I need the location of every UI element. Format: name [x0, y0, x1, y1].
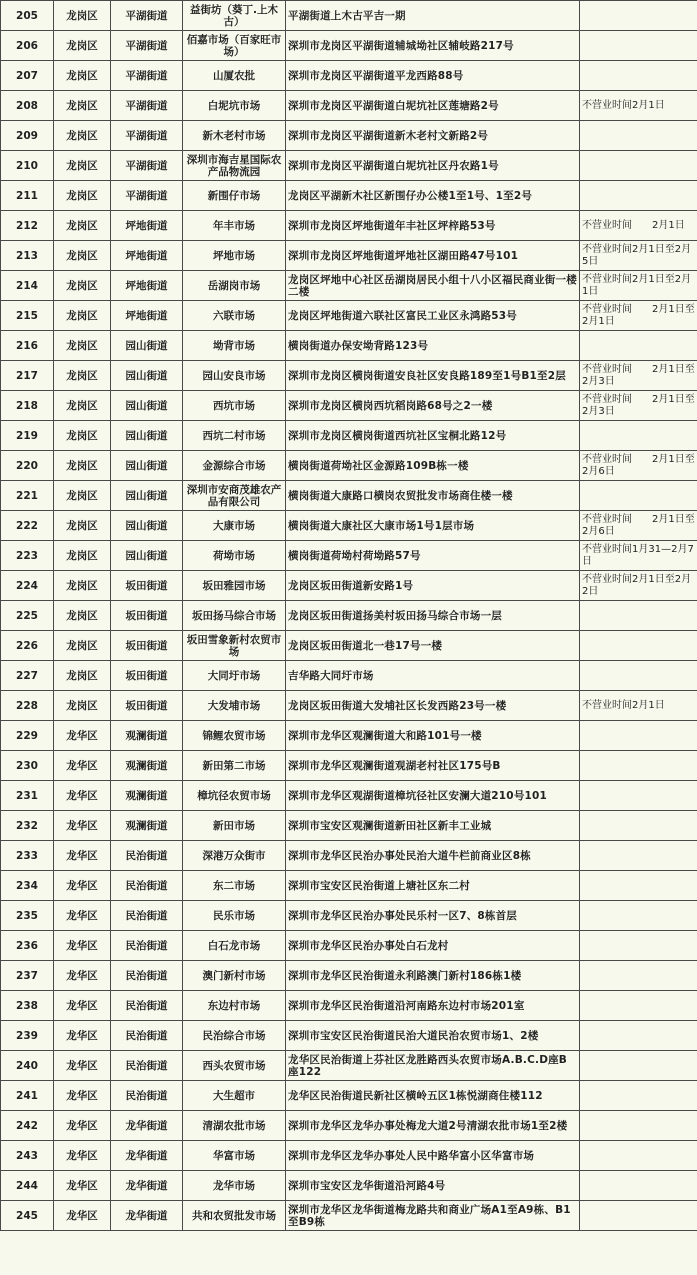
row-number: 238: [1, 991, 54, 1021]
address-cell: 深圳市龙岗区坪地街道坪地社区湖田路47号101: [286, 241, 580, 271]
street-cell: 坂田街道: [111, 601, 183, 631]
address-cell: 横岗街道大康路口横岗农贸批发市场商住楼一楼: [286, 481, 580, 511]
closure-note-cell: [580, 421, 697, 451]
closure-note-cell: 不营业时间 2月1日至2月1日: [580, 301, 697, 331]
market-name-cell: 新木老村市场: [183, 121, 286, 151]
row-number: 232: [1, 811, 54, 841]
market-name-cell: 西坑市场: [183, 391, 286, 421]
table-row: [1, 661, 697, 691]
street-cell: 平湖街道: [111, 1, 183, 31]
district-cell: 龙岗区: [54, 241, 111, 271]
address-cell: 深圳市龙岗区平湖街道平龙西路88号: [286, 61, 580, 91]
table-row: [1, 1111, 697, 1141]
district-cell: 龙岗区: [54, 661, 111, 691]
market-name-cell: 大发埔市场: [183, 691, 286, 721]
district-cell: 龙岗区: [54, 331, 111, 361]
street-cell: 民治街道: [111, 841, 183, 871]
table-row: [1, 211, 697, 241]
market-name-cell: 大同圩市场: [183, 661, 286, 691]
market-name-cell: 大生超市: [183, 1081, 286, 1111]
row-number: 240: [1, 1051, 54, 1081]
row-number: 233: [1, 841, 54, 871]
district-cell: 龙华区: [54, 1141, 111, 1171]
table-row: [1, 61, 697, 91]
market-name-cell: 佰嘉市场（百家旺市场）: [183, 31, 286, 61]
closure-note-cell: [580, 811, 697, 841]
address-cell: 龙岗区坂田街道扬美村坂田扬马综合市场一层: [286, 601, 580, 631]
table-row: [1, 331, 697, 361]
market-name-cell: 坂田雅园市场: [183, 571, 286, 601]
market-name-cell: 清湖农批市场: [183, 1111, 286, 1141]
address-cell: 平湖街道上木古平吉一期: [286, 1, 580, 31]
row-number: 214: [1, 271, 54, 301]
street-cell: 园山街道: [111, 391, 183, 421]
street-cell: 坂田街道: [111, 571, 183, 601]
table-row: [1, 721, 697, 751]
district-cell: 龙岗区: [54, 451, 111, 481]
district-cell: 龙华区: [54, 1081, 111, 1111]
table-row: [1, 601, 697, 631]
market-name-cell: 民乐市场: [183, 901, 286, 931]
closure-note-cell: [580, 331, 697, 361]
address-cell: 深圳市龙岗区平湖街道辅城坳社区辅岐路217号: [286, 31, 580, 61]
row-number: 223: [1, 541, 54, 571]
row-number: 227: [1, 661, 54, 691]
closure-note-cell: [580, 871, 697, 901]
closure-note-cell: [580, 781, 697, 811]
market-name-cell: 园山安良市场: [183, 361, 286, 391]
market-name-cell: 金源综合市场: [183, 451, 286, 481]
closure-note-cell: 不营业时间 2月1日至2月3日: [580, 391, 697, 421]
row-number: 208: [1, 91, 54, 121]
row-number: 215: [1, 301, 54, 331]
closure-note-cell: [580, 961, 697, 991]
address-cell: 龙华区民治街道上芬社区龙胜路西头农贸市场A.B.C.D座B座122: [286, 1051, 580, 1081]
district-cell: 龙岗区: [54, 271, 111, 301]
table-row: [1, 1081, 697, 1111]
street-cell: 观澜街道: [111, 811, 183, 841]
table-row: [1, 361, 697, 391]
closure-note-cell: [580, 901, 697, 931]
address-cell: 龙华区民治街道民新社区横岭五区1栋悦湖商住楼112: [286, 1081, 580, 1111]
street-cell: 龙华街道: [111, 1111, 183, 1141]
street-cell: 园山街道: [111, 421, 183, 451]
address-cell: 深圳市龙华区龙华办事处梅龙大道2号清湖农批市场1至2楼: [286, 1111, 580, 1141]
row-number: 242: [1, 1111, 54, 1141]
closure-note-cell: 不营业时间2月1日至2月2日: [580, 571, 697, 601]
address-cell: 龙岗区坪地街道六联社区富民工业区永鸿路53号: [286, 301, 580, 331]
table-row: [1, 781, 697, 811]
address-cell: 横岗街道荷坳村荷坳路57号: [286, 541, 580, 571]
table-row: [1, 571, 697, 601]
market-name-cell: 西头农贸市场: [183, 1051, 286, 1081]
row-number: 220: [1, 451, 54, 481]
district-cell: 龙华区: [54, 841, 111, 871]
table-row: [1, 181, 697, 211]
row-number: 237: [1, 961, 54, 991]
closure-note-cell: [580, 61, 697, 91]
address-cell: 横岗街道荷坳社区金源路109B栋一楼: [286, 451, 580, 481]
table-row: [1, 451, 697, 481]
address-cell: 深圳市宝安区民治街道上塘社区东二村: [286, 871, 580, 901]
market-name-cell: 澳门新村市场: [183, 961, 286, 991]
row-number: 224: [1, 571, 54, 601]
closure-note-cell: [580, 751, 697, 781]
district-cell: 龙岗区: [54, 571, 111, 601]
closure-note-cell: [580, 1141, 697, 1171]
row-number: 209: [1, 121, 54, 151]
market-table-body: [1, 1, 697, 1231]
district-cell: 龙岗区: [54, 31, 111, 61]
table-row: [1, 811, 697, 841]
row-number: 244: [1, 1171, 54, 1201]
address-cell: 深圳市宝安区龙华街道沿河路4号: [286, 1171, 580, 1201]
closure-note-cell: 不营业时间 2月1日至2月6日: [580, 511, 697, 541]
row-number: 206: [1, 31, 54, 61]
address-cell: 深圳市龙华区龙华街道梅龙路共和商业广场A1至A9栋、B1至B9栋: [286, 1201, 580, 1231]
address-cell: 吉华路大同圩市场: [286, 661, 580, 691]
row-number: 213: [1, 241, 54, 271]
street-cell: 民治街道: [111, 1021, 183, 1051]
table-row: [1, 121, 697, 151]
market-name-cell: 锦鲤农贸市场: [183, 721, 286, 751]
closure-note-cell: [580, 121, 697, 151]
street-cell: 民治街道: [111, 871, 183, 901]
market-name-cell: 年丰市场: [183, 211, 286, 241]
table-row: [1, 901, 697, 931]
table-row: [1, 1171, 697, 1201]
row-number: 236: [1, 931, 54, 961]
address-cell: 深圳市龙华区观湖街道樟坑径社区安澜大道210号101: [286, 781, 580, 811]
district-cell: 龙华区: [54, 751, 111, 781]
row-number: 225: [1, 601, 54, 631]
district-cell: 龙岗区: [54, 91, 111, 121]
market-name-cell: 白坭坑市场: [183, 91, 286, 121]
address-cell: 深圳市龙岗区横岗街道西坑社区宝桐北路12号: [286, 421, 580, 451]
table-row: [1, 91, 697, 121]
district-cell: 龙华区: [54, 1111, 111, 1141]
street-cell: 园山街道: [111, 451, 183, 481]
district-cell: 龙华区: [54, 721, 111, 751]
row-number: 243: [1, 1141, 54, 1171]
market-name-cell: 荷坳市场: [183, 541, 286, 571]
row-number: 230: [1, 751, 54, 781]
table-row: [1, 301, 697, 331]
district-cell: 龙岗区: [54, 301, 111, 331]
district-cell: 龙华区: [54, 1051, 111, 1081]
table-row: [1, 541, 697, 571]
address-cell: 深圳市龙岗区横岗西坑稻岗路68号之2一楼: [286, 391, 580, 421]
district-cell: 龙岗区: [54, 511, 111, 541]
market-name-cell: 共和农贸批发市场: [183, 1201, 286, 1231]
district-cell: 龙华区: [54, 1171, 111, 1201]
closure-note-cell: 不营业时间1月31—2月7日: [580, 541, 697, 571]
street-cell: 坪地街道: [111, 241, 183, 271]
market-name-cell: 民治综合市场: [183, 1021, 286, 1051]
closure-note-cell: 不营业时间2月1日至2月1日: [580, 271, 697, 301]
market-name-cell: 新田市场: [183, 811, 286, 841]
address-cell: 深圳市龙华区观澜街道观湖老村社区175号B: [286, 751, 580, 781]
market-name-cell: 西坑二村市场: [183, 421, 286, 451]
row-number: 219: [1, 421, 54, 451]
closure-note-cell: 不营业时间 2月1日: [580, 211, 697, 241]
market-name-cell: 坂田雪象新村农贸市场: [183, 631, 286, 661]
table-row: [1, 511, 697, 541]
closure-note-cell: [580, 481, 697, 511]
row-number: 212: [1, 211, 54, 241]
row-number: 229: [1, 721, 54, 751]
district-cell: 龙华区: [54, 991, 111, 1021]
table-row: [1, 481, 697, 511]
table-row: [1, 871, 697, 901]
street-cell: 坂田街道: [111, 631, 183, 661]
row-number: 205: [1, 1, 54, 31]
district-cell: 龙岗区: [54, 211, 111, 241]
market-name-cell: 新田第二市场: [183, 751, 286, 781]
address-cell: 深圳市龙华区民治办事处民乐村一区7、8栋首层: [286, 901, 580, 931]
market-name-cell: 樟坑径农贸市场: [183, 781, 286, 811]
district-cell: 龙岗区: [54, 361, 111, 391]
district-cell: 龙华区: [54, 871, 111, 901]
row-number: 226: [1, 631, 54, 661]
street-cell: 园山街道: [111, 481, 183, 511]
market-name-cell: 龙华市场: [183, 1171, 286, 1201]
street-cell: 民治街道: [111, 991, 183, 1021]
market-name-cell: 坳背市场: [183, 331, 286, 361]
table-row: [1, 691, 697, 721]
district-cell: 龙岗区: [54, 1, 111, 31]
market-name-cell: 华富市场: [183, 1141, 286, 1171]
address-cell: 深圳市龙岗区横岗街道安良社区安良路189至1号B1至2层: [286, 361, 580, 391]
table-row: [1, 1141, 697, 1171]
market-name-cell: 深港万众街市: [183, 841, 286, 871]
closure-note-cell: [580, 1021, 697, 1051]
closure-note-cell: 不营业时间 2月1日至2月6日: [580, 451, 697, 481]
street-cell: 观澜街道: [111, 751, 183, 781]
table-row: [1, 841, 697, 871]
row-number: 234: [1, 871, 54, 901]
street-cell: 园山街道: [111, 541, 183, 571]
address-cell: 横岗街道大康社区大康市场1号1层市场: [286, 511, 580, 541]
market-name-cell: 白石龙市场: [183, 931, 286, 961]
district-cell: 龙岗区: [54, 631, 111, 661]
market-name-cell: 深圳市海吉星国际农产品物流园: [183, 151, 286, 181]
table-row: [1, 631, 697, 661]
row-number: 222: [1, 511, 54, 541]
street-cell: 坂田街道: [111, 661, 183, 691]
closure-note-cell: [580, 1111, 697, 1141]
market-name-cell: 益街坊（葵丁.上木古）: [183, 1, 286, 31]
district-cell: 龙华区: [54, 901, 111, 931]
row-number: 235: [1, 901, 54, 931]
street-cell: 龙华街道: [111, 1171, 183, 1201]
row-number: 245: [1, 1201, 54, 1231]
street-cell: 平湖街道: [111, 151, 183, 181]
address-cell: 深圳市宝安区民治街道民治大道民治农贸市场1、2楼: [286, 1021, 580, 1051]
closure-note-cell: 不营业时间2月1日至2月5日: [580, 241, 697, 271]
address-cell: 深圳市龙华区龙华办事处人民中路华富小区华富市场: [286, 1141, 580, 1171]
street-cell: 平湖街道: [111, 121, 183, 151]
street-cell: 平湖街道: [111, 31, 183, 61]
street-cell: 龙华街道: [111, 1141, 183, 1171]
closure-note-cell: 不营业时间2月1日: [580, 91, 697, 121]
table-row: [1, 31, 697, 61]
street-cell: 平湖街道: [111, 61, 183, 91]
market-name-cell: 东二市场: [183, 871, 286, 901]
table-row: [1, 1201, 697, 1231]
table-row: [1, 391, 697, 421]
table-row: [1, 1051, 697, 1081]
street-cell: 坪地街道: [111, 271, 183, 301]
district-cell: 龙岗区: [54, 481, 111, 511]
row-number: 218: [1, 391, 54, 421]
district-cell: 龙岗区: [54, 391, 111, 421]
closure-note-cell: [580, 601, 697, 631]
row-number: 221: [1, 481, 54, 511]
address-cell: 深圳市宝安区观澜街道新田社区新丰工业城: [286, 811, 580, 841]
street-cell: 民治街道: [111, 901, 183, 931]
closure-note-cell: [580, 1081, 697, 1111]
row-number: 231: [1, 781, 54, 811]
market-name-cell: 东边村市场: [183, 991, 286, 1021]
address-cell: 深圳市龙华区民治办事处白石龙村: [286, 931, 580, 961]
closure-note-cell: [580, 991, 697, 1021]
district-cell: 龙岗区: [54, 181, 111, 211]
district-cell: 龙岗区: [54, 541, 111, 571]
district-cell: 龙岗区: [54, 601, 111, 631]
district-cell: 龙华区: [54, 781, 111, 811]
district-cell: 龙华区: [54, 1201, 111, 1231]
row-number: 207: [1, 61, 54, 91]
closure-note-cell: 不营业时间 2月1日至2月3日: [580, 361, 697, 391]
row-number: 228: [1, 691, 54, 721]
street-cell: 民治街道: [111, 931, 183, 961]
district-cell: 龙华区: [54, 811, 111, 841]
closure-note-cell: [580, 31, 697, 61]
district-cell: 龙华区: [54, 1021, 111, 1051]
street-cell: 平湖街道: [111, 91, 183, 121]
street-cell: 园山街道: [111, 331, 183, 361]
address-cell: 深圳市龙岗区平湖街道白坭坑社区莲塘路2号: [286, 91, 580, 121]
district-cell: 龙岗区: [54, 61, 111, 91]
address-cell: 深圳市龙岗区坪地街道年丰社区坪梓路53号: [286, 211, 580, 241]
market-name-cell: 坂田扬马综合市场: [183, 601, 286, 631]
address-cell: 龙岗区坂田街道大发埔社区长发西路23号一楼: [286, 691, 580, 721]
street-cell: 观澜街道: [111, 781, 183, 811]
closure-note-cell: [580, 1, 697, 31]
market-name-cell: 深圳市安商茂雄农产品有限公司: [183, 481, 286, 511]
street-cell: 观澜街道: [111, 721, 183, 751]
street-cell: 民治街道: [111, 1051, 183, 1081]
closure-note-cell: [580, 661, 697, 691]
closure-note-cell: 不营业时间2月1日: [580, 691, 697, 721]
street-cell: 园山街道: [111, 361, 183, 391]
closure-note-cell: [580, 181, 697, 211]
address-cell: 龙岗区坪地中心社区岳湖岗居民小组十八小区福民商业街一楼二楼: [286, 271, 580, 301]
table-row: [1, 751, 697, 781]
table-row: [1, 991, 697, 1021]
street-cell: 民治街道: [111, 1081, 183, 1111]
table-row: [1, 1, 697, 31]
row-number: 241: [1, 1081, 54, 1111]
district-cell: 龙岗区: [54, 151, 111, 181]
closure-note-cell: [580, 931, 697, 961]
market-name-cell: 山厦农批: [183, 61, 286, 91]
row-number: 239: [1, 1021, 54, 1051]
row-number: 216: [1, 331, 54, 361]
address-cell: 龙岗区坂田街道北一巷17号一楼: [286, 631, 580, 661]
street-cell: 龙华街道: [111, 1201, 183, 1231]
row-number: 217: [1, 361, 54, 391]
closure-note-cell: [580, 151, 697, 181]
closure-note-cell: [580, 721, 697, 751]
market-name-cell: 大康市场: [183, 511, 286, 541]
market-name-cell: 六联市场: [183, 301, 286, 331]
street-cell: 平湖街道: [111, 181, 183, 211]
street-cell: 坂田街道: [111, 691, 183, 721]
table-row: [1, 271, 697, 301]
market-name-cell: 新围仔市场: [183, 181, 286, 211]
address-cell: 横岗街道办保安坳背路123号: [286, 331, 580, 361]
district-cell: 龙华区: [54, 931, 111, 961]
closure-note-cell: [580, 1171, 697, 1201]
market-name-cell: 岳湖岗市场: [183, 271, 286, 301]
district-cell: 龙岗区: [54, 121, 111, 151]
address-cell: 龙岗区坂田街道新安路1号: [286, 571, 580, 601]
address-cell: 深圳市龙华区民治办事处民治大道牛栏前商业区8栋: [286, 841, 580, 871]
market-name-cell: 坪地市场: [183, 241, 286, 271]
closure-note-cell: [580, 1201, 697, 1231]
district-cell: 龙岗区: [54, 421, 111, 451]
closure-note-cell: [580, 841, 697, 871]
district-cell: 龙岗区: [54, 691, 111, 721]
table-row: [1, 421, 697, 451]
address-cell: 深圳市龙华区民治街道沿河南路东边村市场201室: [286, 991, 580, 1021]
address-cell: 深圳市龙华区民治街道永利路澳门新村186栋1楼: [286, 961, 580, 991]
street-cell: 坪地街道: [111, 211, 183, 241]
closure-note-cell: [580, 1051, 697, 1081]
address-cell: 深圳市龙华区观澜街道大和路101号一楼: [286, 721, 580, 751]
street-cell: 民治街道: [111, 961, 183, 991]
table-row: [1, 931, 697, 961]
address-cell: 龙岗区平湖新木社区新围仔办公楼1至1号、1至2号: [286, 181, 580, 211]
table-row: [1, 241, 697, 271]
table-row: [1, 1021, 697, 1051]
street-cell: 园山街道: [111, 511, 183, 541]
address-cell: 深圳市龙岗区平湖街道白坭坑社区丹农路1号: [286, 151, 580, 181]
street-cell: 坪地街道: [111, 301, 183, 331]
table-row: [1, 151, 697, 181]
district-cell: 龙华区: [54, 961, 111, 991]
address-cell: 深圳市龙岗区平湖街道新木老村文新路2号: [286, 121, 580, 151]
closure-note-cell: [580, 631, 697, 661]
row-number: 210: [1, 151, 54, 181]
table-row: [1, 961, 697, 991]
row-number: 211: [1, 181, 54, 211]
